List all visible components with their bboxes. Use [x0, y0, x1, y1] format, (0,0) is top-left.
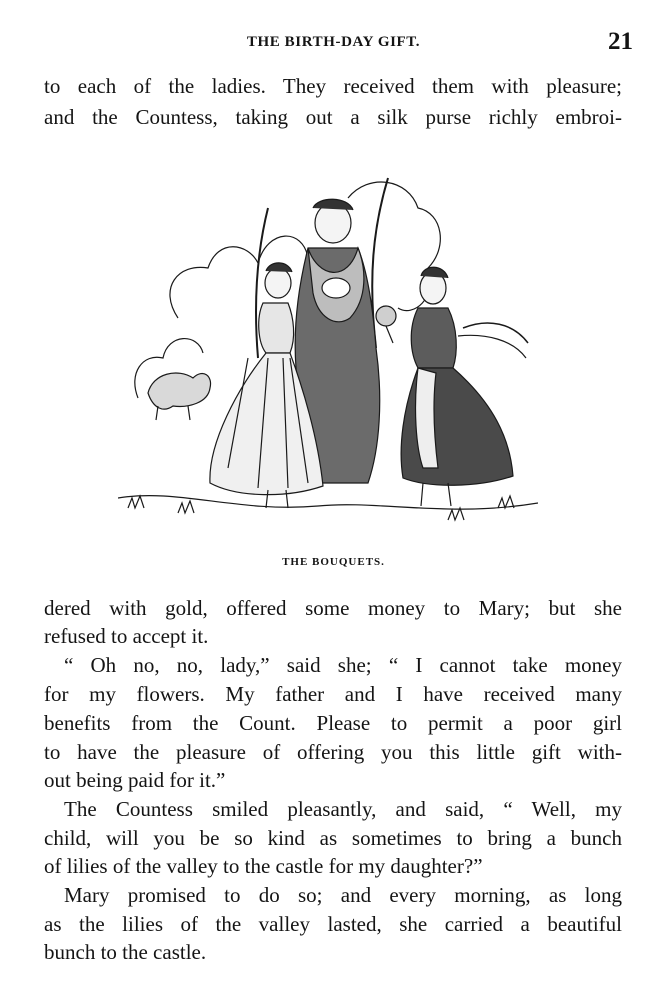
text-line: and the Countess, taking out a silk purse richly embroi-	[44, 105, 622, 129]
text-line: “ Oh no, no, lady,” said she; “ I cannot take money	[64, 653, 622, 677]
dog-figure	[148, 373, 211, 420]
text-line: to each of the ladies. They received them with pleasure;	[44, 74, 622, 98]
right-girl-figure	[401, 267, 528, 506]
text-line: to have the pleasure of offering you this little gift with-	[44, 740, 622, 764]
text-line: for my flowers. My father and I have received many	[44, 682, 622, 706]
page-number: 21	[608, 28, 633, 55]
text-line: refused to accept it.	[44, 624, 209, 648]
bouquet-icon	[376, 306, 396, 343]
running-title: THE BIRTH-DAY GIFT.	[246, 34, 421, 50]
text-line: as the lilies of the valley lasted, she carried a beautiful	[44, 912, 622, 936]
text-line: child, will you be so kind as sometimes to bring a bunch	[44, 826, 622, 850]
text-line: of lilies of the valley to the castle for my daughter?”	[44, 854, 483, 878]
text-line: dered with gold, offered some money to Mary; but she	[44, 596, 622, 620]
text-line: Mary promised to do so; and every morning, as long	[64, 883, 622, 907]
text-line: The Countess smiled pleasantly, and said, “ Well, my	[64, 797, 622, 821]
text-line: benefits from the Count. Please to permit a poor girl	[44, 711, 622, 735]
grass	[128, 496, 514, 520]
text-line: out being paid for it.”	[44, 768, 226, 792]
bouquets-illustration	[118, 168, 538, 536]
text-line: bunch to the castle.	[44, 940, 207, 964]
illustration-caption: THE BOUQUETS.	[282, 556, 385, 568]
running-head	[0, 28, 667, 58]
